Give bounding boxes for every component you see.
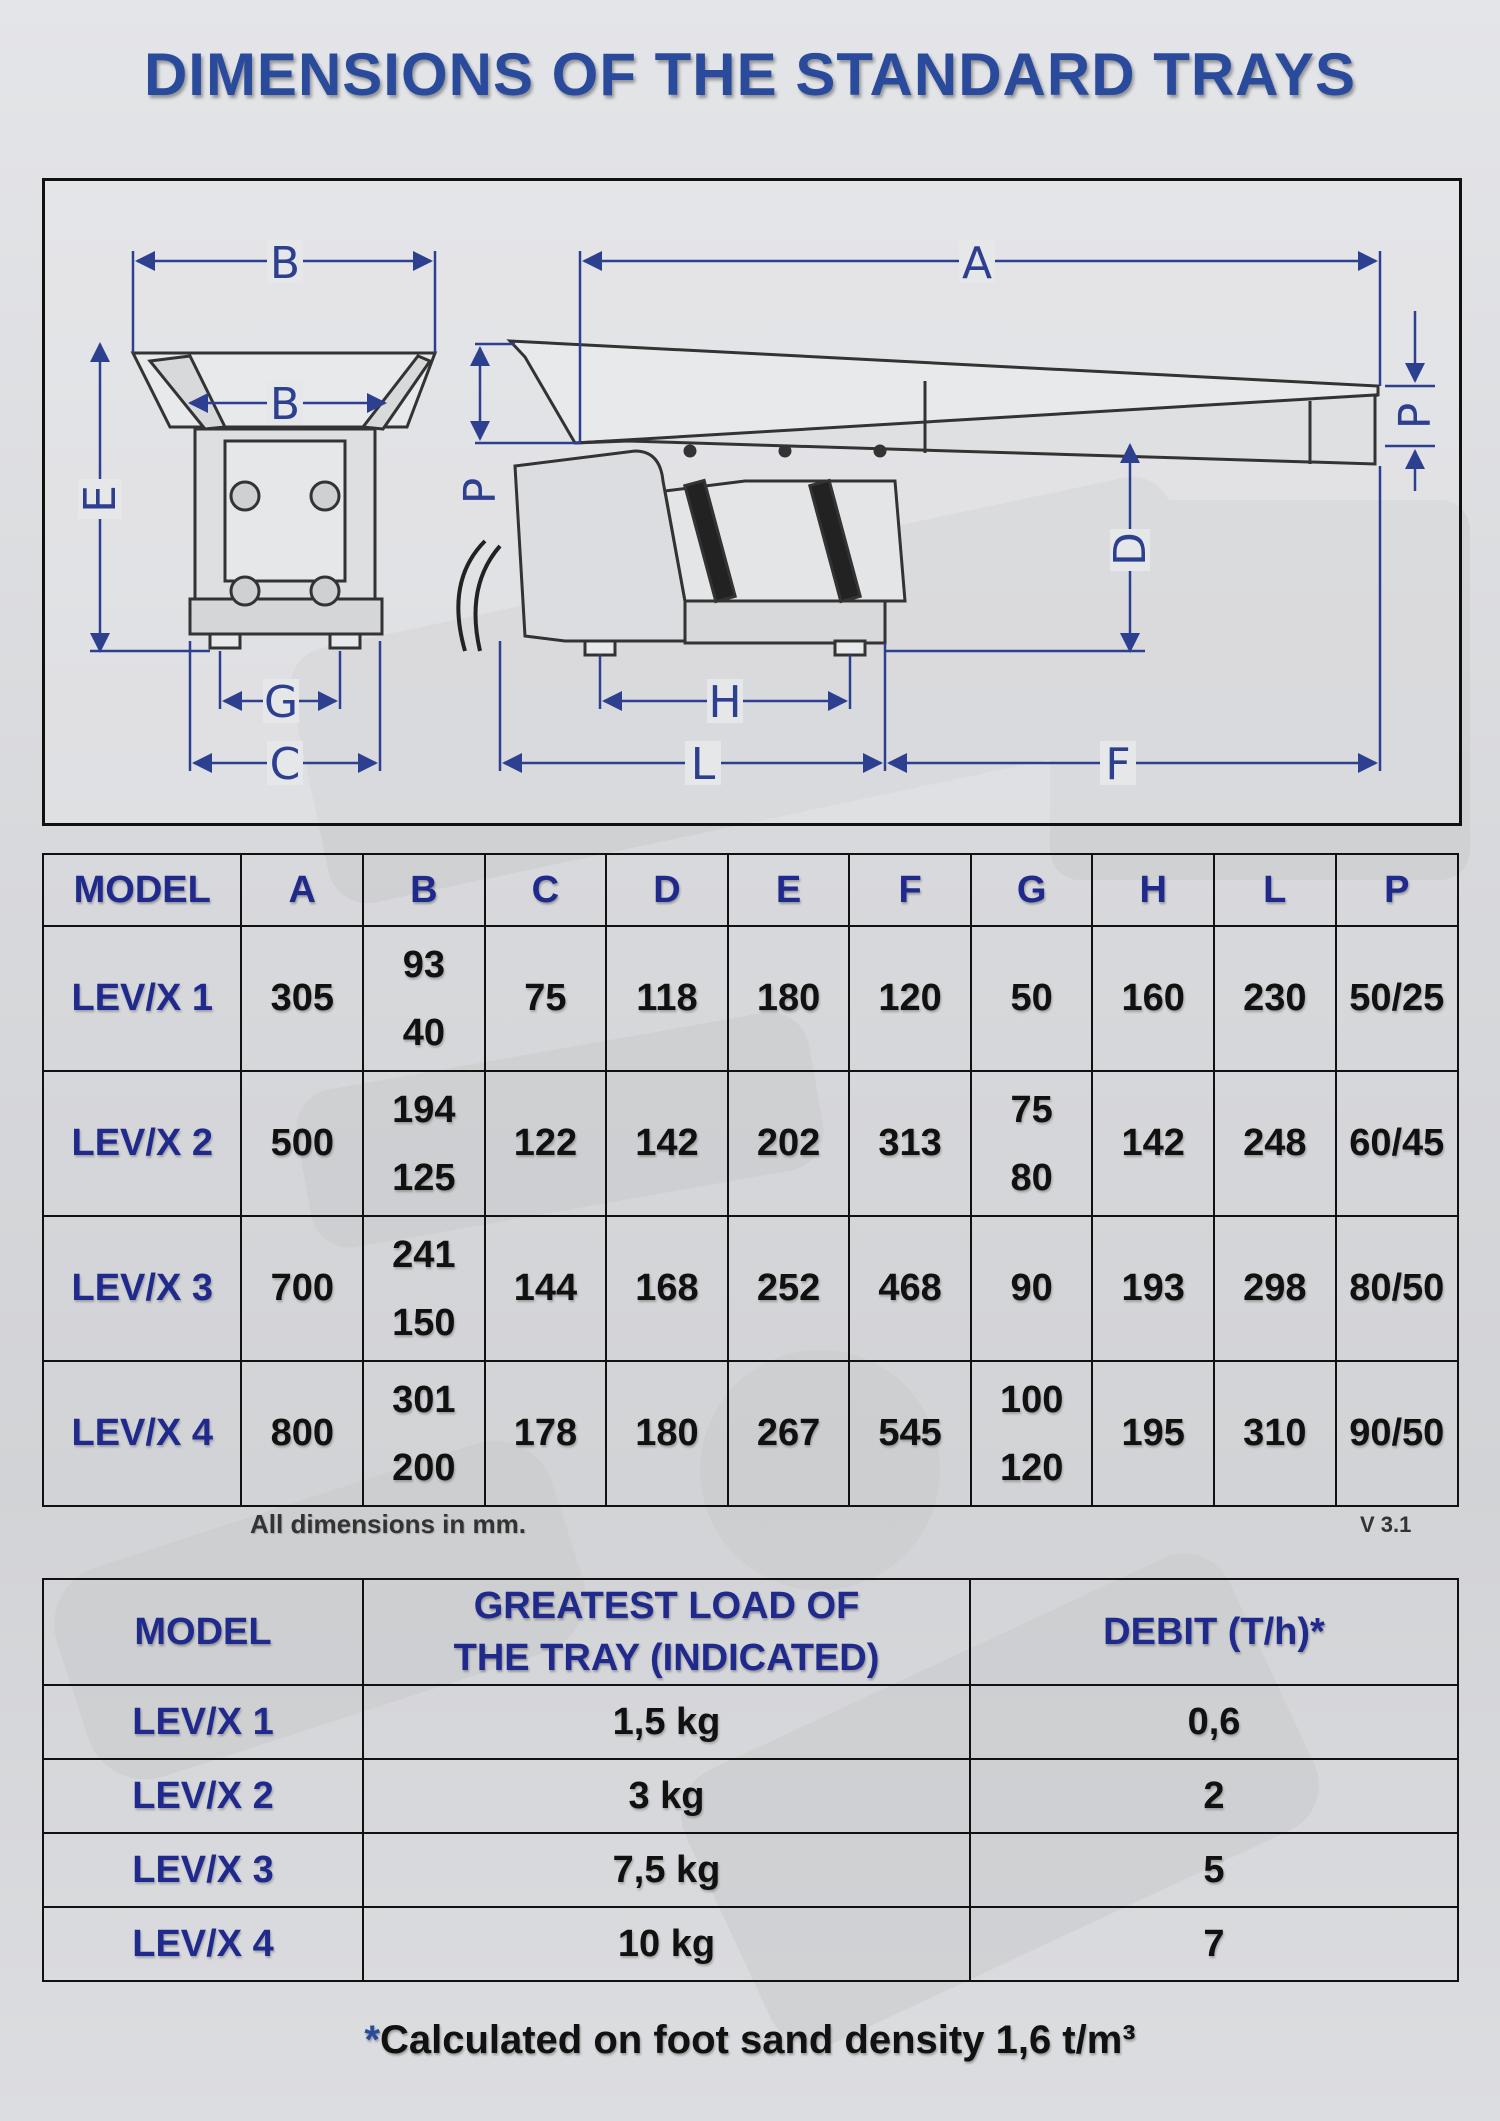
tray-dimension-diagram bbox=[45, 181, 1459, 823]
table-row bbox=[43, 1071, 1458, 1216]
table-row bbox=[43, 1759, 1458, 1833]
cell-model: LEV/X 1 bbox=[43, 1685, 363, 1759]
footnote-text: Calculated on foot sand density 1,6 t/m³ bbox=[379, 2018, 1136, 2062]
load-header-row bbox=[43, 1579, 1458, 1685]
dimensions-header-row bbox=[43, 854, 1458, 926]
cell-debit: 0,6 bbox=[970, 1685, 1458, 1759]
cell-l: 248 bbox=[1214, 1071, 1336, 1216]
table-row bbox=[43, 1361, 1458, 1506]
col-header-l: L bbox=[1214, 854, 1336, 926]
dimensions-table bbox=[42, 853, 1459, 1507]
cell-model: LEV/X 3 bbox=[43, 1833, 363, 1907]
units-note: All dimensions in mm. bbox=[250, 1509, 526, 1539]
col-header-debit: DEBIT (T/h)* bbox=[970, 1579, 1458, 1685]
cell-g bbox=[971, 1071, 1093, 1216]
cell-load: 7,5 kg bbox=[363, 1833, 970, 1907]
label-C: C bbox=[269, 739, 301, 790]
col-header-d: D bbox=[606, 854, 728, 926]
cell-e: 180 bbox=[728, 926, 850, 1071]
cell-p: 60/45 bbox=[1336, 1071, 1458, 1216]
col-header-h: H bbox=[1092, 854, 1214, 926]
label-L: L bbox=[690, 739, 716, 790]
label-P-right: P bbox=[1390, 402, 1441, 430]
cell-e: 252 bbox=[728, 1216, 850, 1361]
cell-a: 305 bbox=[241, 926, 363, 1071]
col-header-e: E bbox=[728, 854, 850, 926]
label-P-left: P bbox=[455, 477, 506, 505]
page-title: DIMENSIONS OF THE STANDARD TRAYS bbox=[143, 41, 1357, 108]
cell-b bbox=[363, 1071, 485, 1216]
load-table bbox=[42, 1578, 1459, 1982]
cell-b-outer: 301 bbox=[392, 1378, 456, 1421]
cell-debit: 2 bbox=[970, 1759, 1458, 1833]
col-header-f: F bbox=[849, 854, 971, 926]
table-row bbox=[43, 1907, 1458, 1981]
cell-g-second: 80 bbox=[1010, 1156, 1053, 1199]
cell-model: LEV/X 4 bbox=[43, 1907, 363, 1981]
table-row bbox=[43, 1216, 1458, 1361]
cell-b-outer: 194 bbox=[392, 1088, 456, 1131]
cell-b bbox=[363, 1216, 485, 1361]
label-B-inner: B bbox=[269, 379, 301, 430]
table-row bbox=[43, 926, 1458, 1071]
cell-g bbox=[971, 1361, 1093, 1506]
cell-debit: 5 bbox=[970, 1833, 1458, 1907]
label-A: A bbox=[961, 238, 993, 289]
cell-h: 142 bbox=[1092, 1071, 1214, 1216]
cell-a: 500 bbox=[241, 1071, 363, 1216]
cell-f: 120 bbox=[849, 926, 971, 1071]
cell-model: LEV/X 2 bbox=[43, 1759, 363, 1833]
cell-p: 50/25 bbox=[1336, 926, 1458, 1071]
cell-l: 310 bbox=[1214, 1361, 1336, 1506]
cell-e: 267 bbox=[728, 1361, 850, 1506]
cell-d: 142 bbox=[606, 1071, 728, 1216]
cell-b-inner: 125 bbox=[392, 1156, 456, 1199]
label-F: F bbox=[1105, 739, 1131, 790]
cell-d: 180 bbox=[606, 1361, 728, 1506]
cell-load: 1,5 kg bbox=[363, 1685, 970, 1759]
table-row bbox=[43, 1833, 1458, 1907]
technical-drawing bbox=[42, 178, 1462, 826]
cell-c: 122 bbox=[485, 1071, 607, 1216]
cell-p: 80/50 bbox=[1336, 1216, 1458, 1361]
cell-a: 800 bbox=[241, 1361, 363, 1506]
cell-b-inner: 150 bbox=[392, 1301, 456, 1344]
footnote bbox=[0, 2018, 1500, 2063]
cell-b-outer: 241 bbox=[392, 1233, 456, 1276]
load-header-line2: THE TRAY (INDICATED) bbox=[453, 1637, 880, 1679]
cell-g-second: 120 bbox=[999, 1446, 1064, 1489]
cell-c: 178 bbox=[485, 1361, 607, 1506]
label-E: E bbox=[75, 485, 126, 513]
col-header-model: MODEL bbox=[43, 854, 241, 926]
cell-d: 118 bbox=[606, 926, 728, 1071]
cell-model: LEV/X 3 bbox=[43, 1216, 241, 1361]
cell-l: 298 bbox=[1214, 1216, 1336, 1361]
cell-e: 202 bbox=[728, 1071, 850, 1216]
col-header-g: G bbox=[971, 854, 1093, 926]
label-H: H bbox=[708, 677, 742, 728]
cell-a: 700 bbox=[241, 1216, 363, 1361]
cell-c: 144 bbox=[485, 1216, 607, 1361]
col-header-p: P bbox=[1336, 854, 1458, 926]
cell-b bbox=[363, 1361, 485, 1506]
cell-b-inner: 200 bbox=[392, 1446, 456, 1489]
col-header-greatest-load bbox=[363, 1579, 970, 1685]
label-B-top: B bbox=[269, 238, 301, 289]
cell-g: 50 bbox=[971, 926, 1093, 1071]
cell-h: 160 bbox=[1092, 926, 1214, 1071]
footnote-star: * bbox=[364, 2018, 380, 2062]
cell-g-first: 100 bbox=[999, 1378, 1064, 1421]
cell-h: 195 bbox=[1092, 1361, 1214, 1506]
label-G: G bbox=[263, 677, 299, 728]
cell-g-first: 75 bbox=[1010, 1088, 1053, 1131]
side-view bbox=[458, 341, 1378, 655]
cell-f: 468 bbox=[849, 1216, 971, 1361]
col-header-a: A bbox=[241, 854, 363, 926]
cell-debit: 7 bbox=[970, 1907, 1458, 1981]
version-label: V 3.1 bbox=[1360, 1512, 1412, 1537]
col-header-model: MODEL bbox=[43, 1579, 363, 1685]
cell-l: 230 bbox=[1214, 926, 1336, 1071]
cell-c: 75 bbox=[485, 926, 607, 1071]
cell-model: LEV/X 2 bbox=[43, 1071, 241, 1216]
cell-load: 3 kg bbox=[363, 1759, 970, 1833]
cell-model: LEV/X 4 bbox=[43, 1361, 241, 1506]
cell-b bbox=[363, 926, 485, 1071]
cell-h: 193 bbox=[1092, 1216, 1214, 1361]
load-header-line1: GREATEST LOAD OF bbox=[473, 1585, 860, 1627]
cell-f: 545 bbox=[849, 1361, 971, 1506]
cell-b-outer: 93 bbox=[402, 943, 445, 986]
cell-d: 168 bbox=[606, 1216, 728, 1361]
cell-b-inner: 40 bbox=[402, 1011, 445, 1054]
cell-model: LEV/X 1 bbox=[43, 926, 241, 1071]
cell-f: 313 bbox=[849, 1071, 971, 1216]
cell-g: 90 bbox=[971, 1216, 1093, 1361]
cell-p: 90/50 bbox=[1336, 1361, 1458, 1506]
col-header-b: B bbox=[363, 854, 485, 926]
col-header-c: C bbox=[485, 854, 607, 926]
table-row bbox=[43, 1685, 1458, 1759]
label-D: D bbox=[1105, 532, 1156, 566]
cell-load: 10 kg bbox=[363, 1907, 970, 1981]
